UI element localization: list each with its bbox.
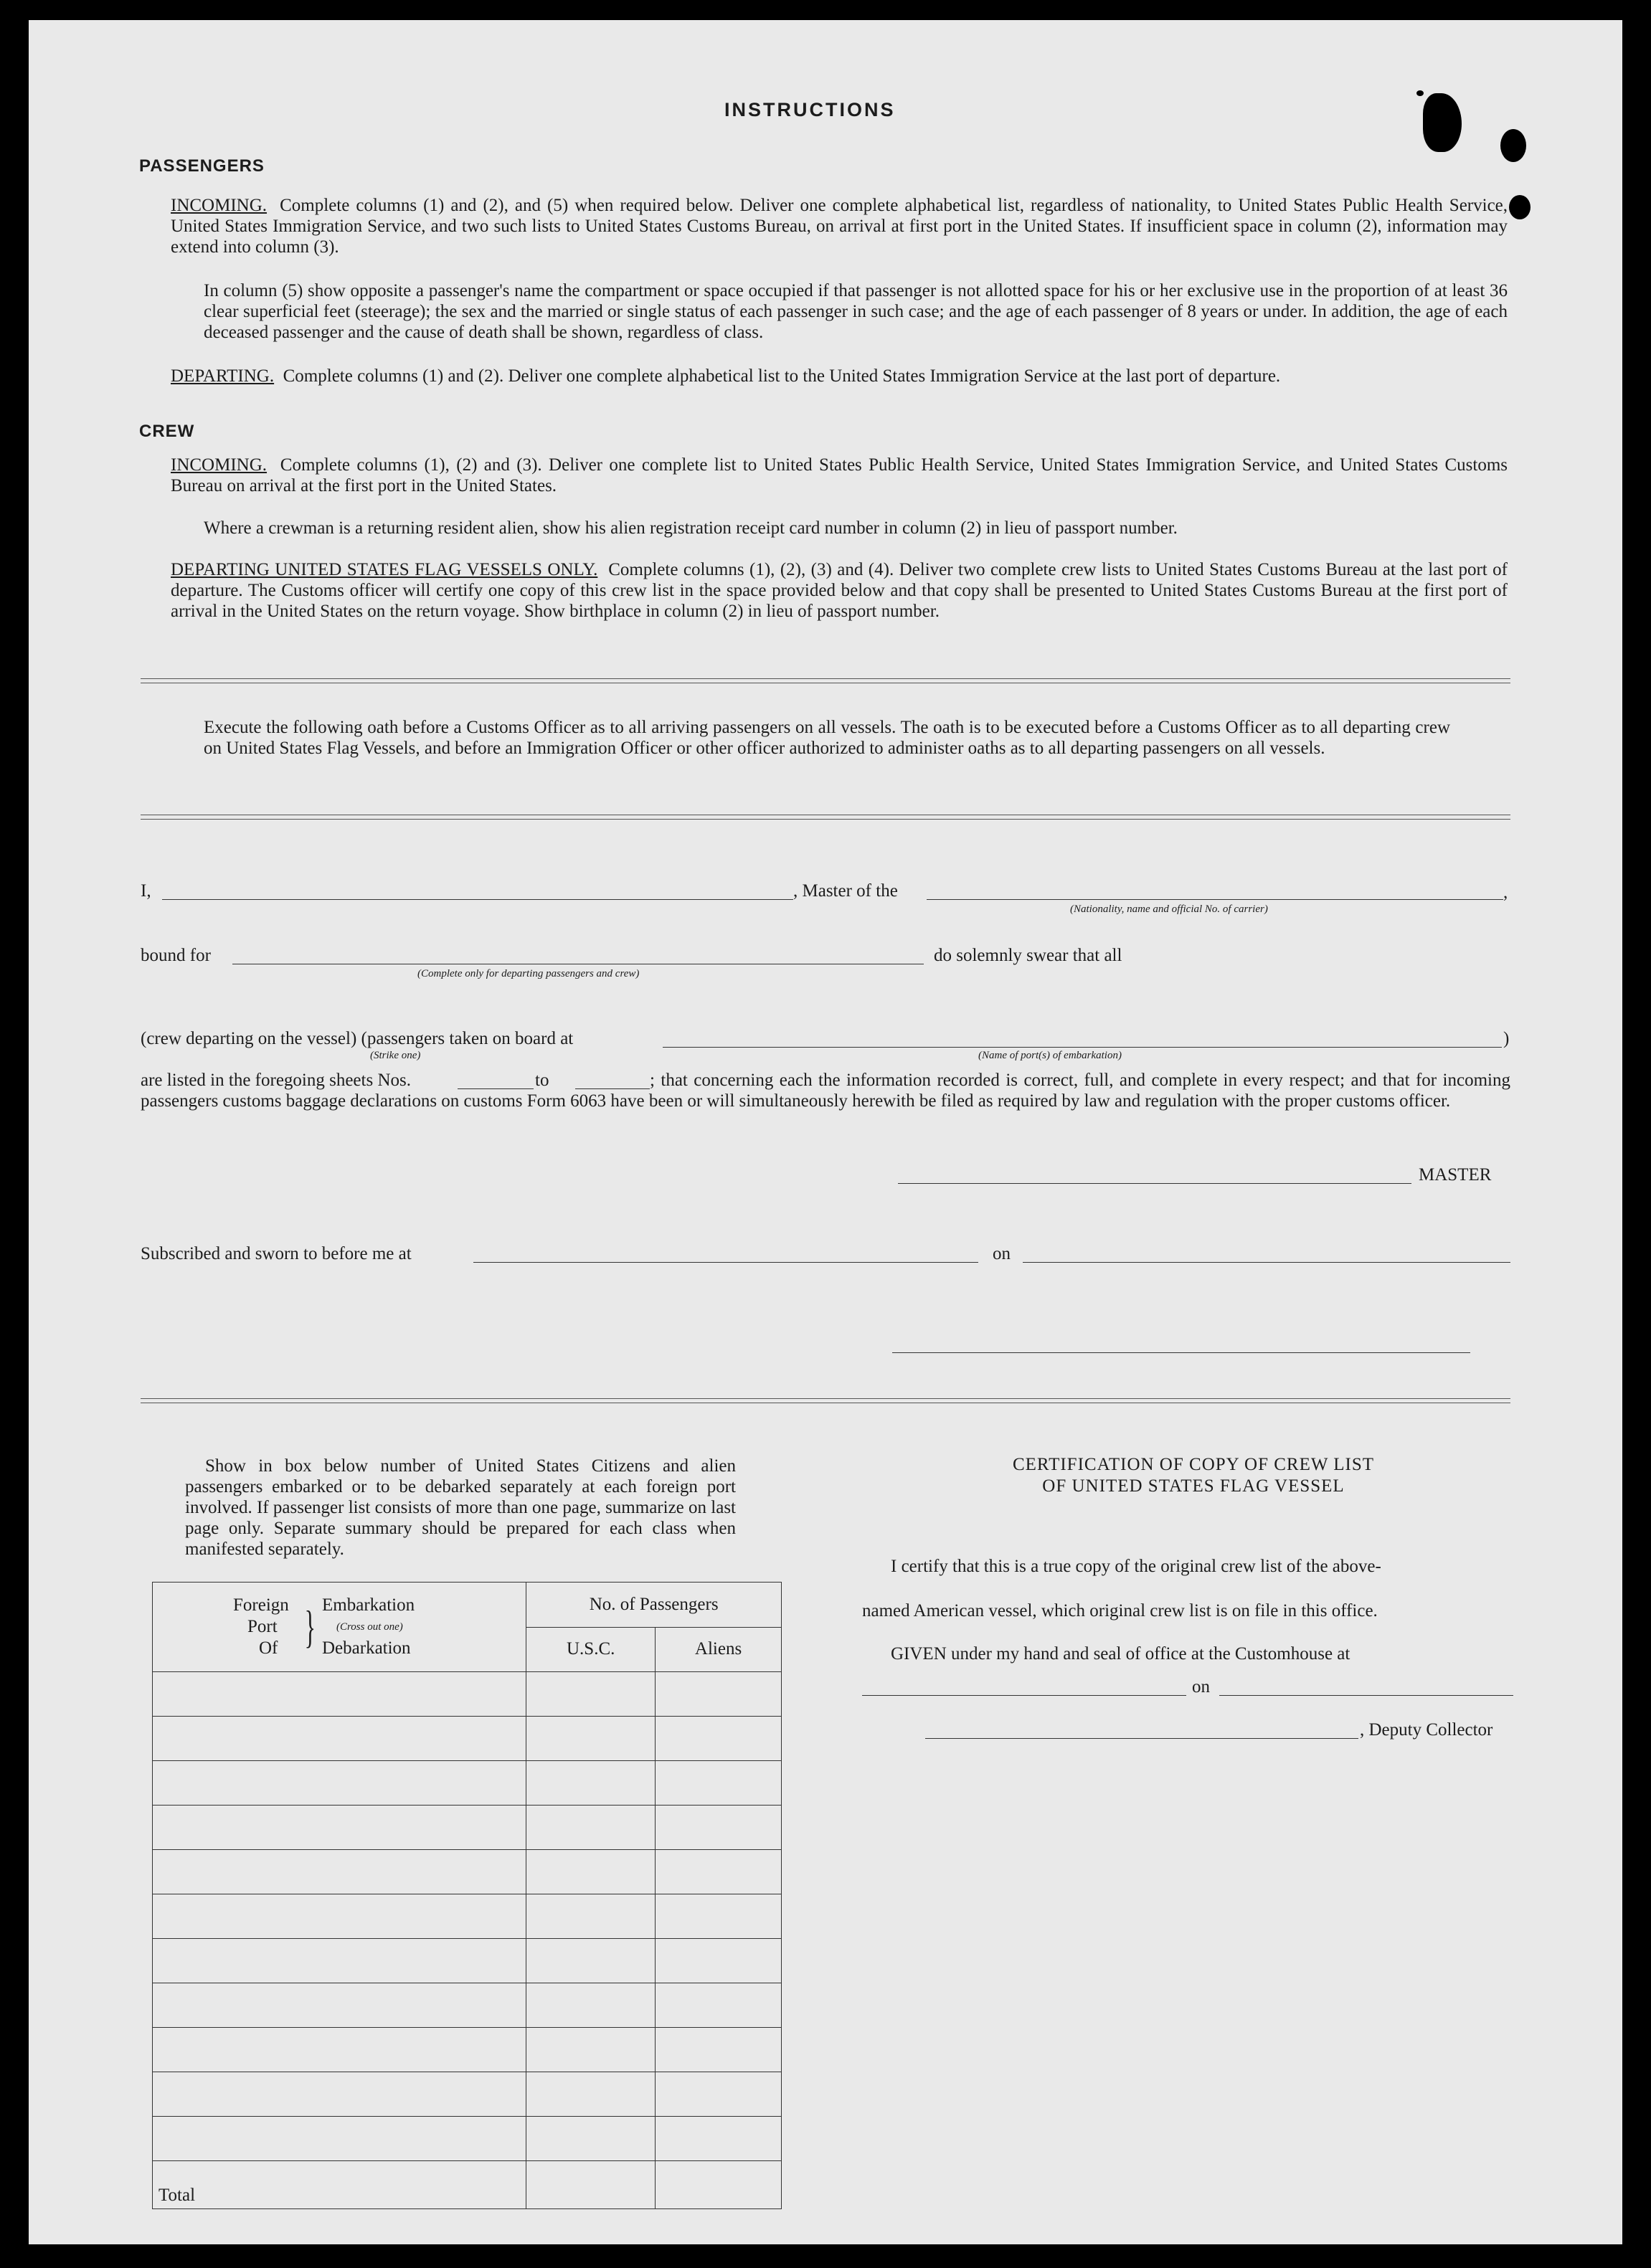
crew-passengers-label: (crew departing on the vessel) (passengers taken on board at — [141, 1029, 574, 1048]
port-cell[interactable] — [153, 1983, 526, 2028]
master-name-field[interactable] — [162, 899, 793, 900]
total-label: Total — [153, 2161, 526, 2209]
port-cell[interactable] — [153, 1850, 526, 1894]
divider — [141, 678, 1510, 683]
usc-cell[interactable] — [526, 1717, 656, 1761]
passenger-summary-table — [152, 1582, 782, 2209]
deputy-collector-label: , Deputy Collector — [1360, 1720, 1493, 1740]
ink-blot — [1416, 90, 1424, 96]
ports-field[interactable] — [663, 1047, 1502, 1048]
total-aliens-cell[interactable] — [656, 2161, 782, 2209]
usc-cell[interactable] — [526, 1983, 656, 2028]
ink-blot — [1509, 195, 1531, 219]
port-cell[interactable] — [153, 2028, 526, 2072]
cert-date-field[interactable] — [1219, 1695, 1513, 1696]
cross-out-hint: (Cross out one) — [336, 1621, 403, 1633]
form-sheet — [29, 20, 1622, 2244]
crew-resident-paragraph: Where a crewman is a returning resident alien, show his alien registration receipt card number in column (2) in lieu of passport number. — [204, 518, 1178, 538]
no-passengers-header: No. of Passengers — [526, 1583, 782, 1628]
bound-for-label: bound for — [141, 946, 211, 965]
crew-incoming-text: Complete columns (1), (2) and (3). Deliver one complete list to United States Public Health Service, United States Immigration Service, and United States Customs Bureau on arrival at the first port in the United States. — [171, 455, 1508, 495]
passengers-incoming-text: Complete columns (1) and (2), and (5) when required below. Deliver one complete alphabetical list, regardless of nationality, to United States Public Health Service, United States Immigration Service, and two such lists to United States Customs Bureau, on arrival at first port in the United States. If insufficient space in column (2), information may extend into column (3). — [171, 196, 1508, 257]
usc-cell[interactable] — [526, 2117, 656, 2161]
ports-hint: (Name of port(s) of embarkation) — [978, 1050, 1122, 1061]
port-cell[interactable] — [153, 1806, 526, 1850]
aliens-cell[interactable] — [656, 1672, 782, 1717]
carrier-field-end: , — [1503, 883, 1508, 902]
aliens-cell[interactable] — [656, 2117, 782, 2161]
usc-cell[interactable] — [526, 2072, 656, 2117]
of-label: Of — [259, 1638, 278, 1658]
aliens-cell[interactable] — [656, 1717, 782, 1761]
aliens-cell[interactable] — [656, 1939, 782, 1983]
summary-instructions: Show in box below number of United States Citizens and alien passengers embarked or to be debarked separately at each foreign port involved. If passenger list consists of more than one page, summarize on last page only. Separate summary should be prepared for each class when manifested separately. — [185, 1456, 736, 1559]
oath-i-label: I, — [141, 881, 151, 901]
divider — [141, 1398, 1510, 1403]
officer-signature-field[interactable] — [892, 1352, 1470, 1353]
passengers-incoming-label: INCOMING. — [171, 196, 268, 215]
master-label: MASTER — [1419, 1165, 1492, 1185]
passengers-heading: PASSENGERS — [139, 156, 265, 176]
certification-heading-1: CERTIFICATION OF COPY OF CREW LIST — [1012, 1455, 1375, 1474]
subscribed-date-field[interactable] — [1023, 1262, 1510, 1263]
close-paren: ) — [1503, 1029, 1510, 1048]
to-label: to — [535, 1071, 549, 1090]
aliens-cell[interactable] — [656, 2028, 782, 2072]
crew-departing-paragraph — [171, 559, 1508, 622]
passengers-departing-paragraph — [171, 366, 1508, 386]
usc-cell[interactable] — [526, 1761, 656, 1806]
aliens-cell[interactable] — [656, 1894, 782, 1939]
ink-blot — [1423, 93, 1462, 152]
usc-cell[interactable] — [526, 1672, 656, 1717]
subscribed-label: Subscribed and sworn to before me at — [141, 1244, 412, 1263]
listed-text: ; that concerning each the information recorded is correct, full, and complete in every respect; and that for incoming passengers customs baggage declarations on customs Form 6063 have been or will simultaneously herewith be filed as required by law and regulation with the proper customs officer. — [141, 1071, 1510, 1111]
total-usc-cell[interactable] — [526, 2161, 656, 2209]
port-cell[interactable] — [153, 2117, 526, 2161]
cert-on-label: on — [1192, 1677, 1210, 1697]
passengers-incoming-paragraph — [171, 195, 1508, 257]
port-cell[interactable] — [153, 1939, 526, 1983]
usc-cell[interactable] — [526, 2028, 656, 2072]
crew-departing-label: DEPARTING UNITED STATES FLAG VESSELS ONLY. — [171, 560, 598, 579]
customhouse-field[interactable] — [862, 1695, 1186, 1696]
passengers-departing-label: DEPARTING. — [171, 366, 275, 386]
swear-label: do solemnly swear that all — [934, 946, 1122, 965]
column5-paragraph: In column (5) show opposite a passenger's name the compartment or space occupied if that passenger is not allotted space for his or her exclusive use in the proportion of at least 36 clear superficial feet (steerage); the sex and the married or single status of each passenger in such case; and the age of each passenger of 8 years or under. In addition, the age of each deceased passenger and the cause of death shall be shown, regardless of class. — [204, 281, 1508, 342]
passengers-departing-text: Complete columns (1) and (2). Deliver one complete alphabetical list to the United States Immigration Service at the last port of departure. — [283, 366, 1281, 386]
crew-incoming-label: INCOMING. — [171, 455, 268, 475]
divider — [141, 815, 1510, 820]
master-of-label: , Master of the — [793, 881, 898, 901]
foreign-label: Foreign — [233, 1595, 289, 1615]
usc-cell[interactable] — [526, 1894, 656, 1939]
embarkation-label: Embarkation — [322, 1595, 415, 1615]
aliens-cell[interactable] — [656, 1850, 782, 1894]
usc-cell[interactable] — [526, 1806, 656, 1850]
crew-heading: CREW — [139, 422, 195, 441]
listed-label: are listed in the foregoing sheets Nos. — [141, 1071, 411, 1090]
usc-cell[interactable] — [526, 1939, 656, 1983]
brace-icon: } — [304, 1601, 316, 1652]
aliens-cell[interactable] — [656, 1761, 782, 1806]
subscribed-on-label: on — [993, 1244, 1011, 1263]
bound-for-hint: (Complete only for departing passengers and crew) — [417, 968, 640, 979]
carrier-field[interactable] — [927, 899, 1503, 900]
crew-incoming-paragraph — [171, 455, 1508, 496]
port-cell[interactable] — [153, 1761, 526, 1806]
certify-line-2: named American vessel, which original crew list is on file in this office. — [862, 1601, 1378, 1621]
aliens-cell[interactable] — [656, 1983, 782, 2028]
usc-cell[interactable] — [526, 1850, 656, 1894]
subscribed-place-field[interactable] — [473, 1262, 978, 1263]
aliens-cell[interactable] — [656, 2072, 782, 2117]
port-cell[interactable] — [153, 1894, 526, 1939]
port-cell[interactable] — [153, 1717, 526, 1761]
port-cell[interactable] — [153, 1672, 526, 1717]
deputy-collector-signature-field[interactable] — [925, 1738, 1358, 1739]
oath-instructions: Execute the following oath before a Customs Officer as to all arriving passengers on all vessels. The oath is to be executed before a Customs Officer as to all departing crew on United States Flag Vessels, and before an Immigration Officer or other officer authorized to administer oaths as to all departing passengers on all vessels. — [204, 718, 1450, 758]
aliens-header: Aliens — [656, 1627, 782, 1672]
page-title: INSTRUCTIONS — [724, 99, 896, 120]
port-cell[interactable] — [153, 2072, 526, 2117]
crew-departing-text: Complete columns (1), (2), (3) and (4). Deliver two complete crew lists to United States Customs Bureau at the last port of departure. The Customs officer will certify one copy of this crew list in the space provided below and that copy shall be presented to United States Customs Bureau at the first port of arrival in the United States on the return voyage. Show birthplace in column (2) in lieu of passport number. — [171, 560, 1508, 621]
usc-header: U.S.C. — [526, 1627, 656, 1672]
port-label: Port — [247, 1617, 278, 1636]
debarkation-label: Debarkation — [322, 1638, 411, 1658]
certify-line-1: I certify that this is a true copy of the original crew list of the above- — [891, 1557, 1381, 1576]
master-signature-field[interactable] — [898, 1183, 1411, 1184]
strike-one-hint: (Strike one) — [370, 1050, 421, 1061]
certification-heading-2: OF UNITED STATES FLAG VESSEL — [1042, 1476, 1345, 1496]
given-line: GIVEN under my hand and seal of office at the Customhouse at — [891, 1644, 1350, 1664]
port-header-cell — [153, 1583, 526, 1672]
aliens-cell[interactable] — [656, 1806, 782, 1850]
ink-blot — [1500, 129, 1526, 162]
carrier-hint: (Nationality, name and official No. of carrier) — [1070, 903, 1268, 915]
